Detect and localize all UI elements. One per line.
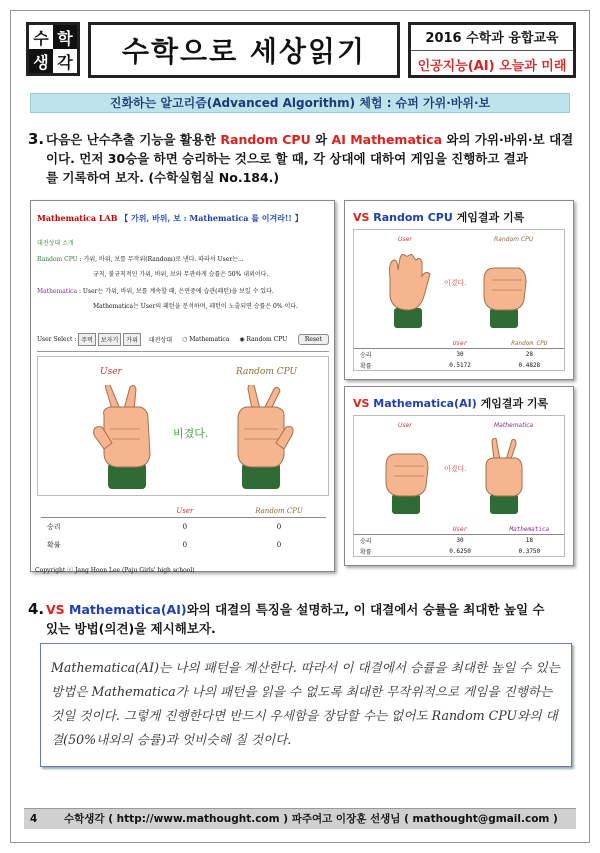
question-highlight: VS [46, 602, 65, 617]
user-select-bar [37, 333, 329, 346]
radio-label: Random CPU [246, 336, 288, 343]
panel-vs: VS [353, 397, 370, 410]
user-heading: User [398, 236, 412, 243]
lab-label: Random CPU [37, 256, 78, 263]
lab-mathematica-desc [31, 279, 334, 311]
table-header: Mathematica [509, 525, 550, 533]
logo-char: 각 [53, 49, 77, 73]
peace-sign-hand-icon [90, 385, 162, 489]
header-course: 2016 수학과 융합교육 [411, 27, 573, 51]
peace-sign-hand-icon [478, 438, 530, 514]
game-result: 비겼다. [173, 427, 209, 440]
question-text: 이다. 먼저 30승을 하면 승리하는 것으로 할 때, 각 상대에 대하여 게임을 진행하고 결과 [46, 151, 528, 166]
table-header: User [452, 525, 468, 533]
panel-opponent: Mathematica(AI) [373, 397, 477, 410]
table-cell: 0 [276, 541, 282, 549]
lab-intro: 대전상대 소개 [37, 240, 74, 247]
panel-suffix: 게임결과 기록 [456, 211, 525, 224]
table-cell: 30 [456, 537, 464, 544]
user-select-label: User Select : [37, 336, 77, 343]
table-row [354, 349, 564, 360]
table-header-row [354, 524, 564, 535]
cpu-heading: Random CPU [494, 236, 534, 243]
table-cell: 0.5172 [449, 362, 471, 369]
question-highlight: Mathematica(AI) [69, 602, 187, 617]
table-cell: 0.3750 [518, 548, 541, 555]
page-header [26, 22, 576, 78]
header-topic: 인공지능(AI) 오늘과 미래 [417, 58, 567, 74]
lab-label: Mathematica [37, 288, 78, 295]
answer-box: Mathematica(AI)는 나의 패턴을 계산한다. 따라서 이 대결에서 승률을 최대한 높일 수 있는 방법은 Mathematica가 나의 패턴을 읽을 수 없도록 최대한 무작위적으로 게임을 진행하는 것일 것이다. 그렇게 진행한다면 반드시 우세함을 장담할 수는 없어도 Random CPU와의 대결(50%내외의 승률)과 엇비슷해 질 것이다. [40, 643, 572, 767]
score-table [354, 338, 564, 371]
lab-desc-text: : 가위, 바위, 보를 무작위(Random)로 낸다. 따라서 User는... [77, 256, 244, 263]
table-row [354, 360, 564, 371]
panel-game-area [353, 415, 565, 557]
table-row [354, 546, 564, 557]
panel-opponent: Random CPU [373, 211, 453, 224]
question-text: 와 [310, 132, 332, 147]
question-3 [28, 130, 578, 187]
logo [26, 22, 80, 76]
mathematica-lab-panel [30, 200, 335, 572]
question-text: 와의 가위·바위·보 대결 [442, 132, 574, 147]
game-result: 이겼다. [444, 279, 467, 287]
user-heading: User [100, 367, 122, 377]
logo-char: 수 [29, 25, 53, 49]
cpu-heading: Mathematica [494, 422, 534, 429]
table-cell: 0.6250 [449, 548, 471, 555]
header-side-box [408, 22, 576, 78]
panel-title [345, 387, 573, 411]
logo-char: 생 [29, 49, 53, 73]
table-cell: 0 [182, 541, 188, 549]
panel-suffix: 게임결과 기록 [480, 397, 549, 410]
lab-desc-text: 규칙, 불규칙적인 가위, 바위, 보와 무관하게 승률은 50% 내외이다. [93, 271, 269, 278]
table-header-row [41, 504, 326, 518]
lab-title-name: Mathematica LAB [37, 213, 118, 223]
score-table [41, 504, 326, 554]
panel-game-area [353, 229, 565, 371]
question-number: 3. [28, 130, 45, 148]
lab-desc-text: : User는 가위, 바위, 보를 계속할 때, 은연중에 습관(패턴)을 보일 수 있다. [77, 288, 274, 295]
table-cell: 30 [456, 351, 464, 358]
table-cell: 확률 [360, 549, 372, 556]
table-cell: 0 [276, 523, 282, 531]
question-number: 4. [28, 600, 45, 618]
divider [37, 351, 329, 352]
table-cell: 승리 [360, 538, 372, 545]
panel-title [345, 201, 573, 225]
page-footer [24, 808, 576, 829]
footer-text: 수학생각 ( http://www.mathought.com ) 파주여고 이장훈 선생님 ( mathought@gmail.com ) [64, 813, 558, 825]
table-header-row [354, 338, 564, 349]
game-area [37, 356, 329, 496]
lab-random-desc [31, 247, 334, 279]
reset-button[interactable]: Reset [298, 334, 329, 345]
question-highlight: AI Mathematica [331, 132, 442, 147]
table-header: User [452, 339, 468, 347]
logo-char: 학 [53, 25, 77, 49]
table-header: User [176, 506, 194, 515]
game-result: 이겼다. [444, 465, 467, 473]
table-header: Random CPU [255, 506, 303, 515]
scissors-button[interactable]: 가위 [123, 333, 141, 346]
question-highlight: Random CPU [220, 132, 311, 147]
open-hand-icon [382, 252, 434, 328]
opponent-label: 대전상대 [148, 337, 173, 344]
score-table [354, 524, 564, 557]
lab-title [31, 201, 334, 224]
table-row [354, 535, 564, 546]
table-cell: 28 [525, 351, 533, 358]
table-cell: 확률 [360, 363, 372, 370]
question-text: 와의 대결의 특징을 설명하고, 이 대결에서 승률을 최대한 높일 수 [186, 602, 545, 617]
lab-desc-text: Mathematica는 User의 패턴을 분석하며, 패턴이 노출되면 승률은 0% 이다. [93, 303, 298, 310]
question-text: 있는 방법(의견)을 제시해보자. [46, 621, 216, 636]
user-heading: User [398, 422, 412, 429]
radio-mathematica[interactable]: ○ Mathematica [182, 336, 230, 343]
random-cpu-result-panel [344, 200, 574, 380]
cpu-heading: Random CPU [236, 367, 298, 377]
table-header: Random CPU [511, 339, 548, 347]
table-row [41, 536, 326, 554]
table-cell: 확률 [47, 541, 61, 549]
page-title: 수학으로 세상읽기 [88, 22, 400, 78]
question-text: 를 기록하여 보자. (수학실험실 No.184.) [46, 170, 280, 185]
fist-icon [380, 446, 432, 514]
rock-button[interactable]: 주먹 [78, 333, 96, 346]
section-banner: 진화하는 알고리즘(Advanced Algorithm) 체험 : 슈퍼 가위·바위·보 [30, 93, 570, 113]
panel-vs: VS [353, 211, 370, 224]
table-cell: 승리 [47, 523, 61, 531]
radio-random-cpu[interactable]: ◉ Random CPU [239, 336, 288, 343]
page-number: 4 [30, 813, 38, 825]
copyright: Copyright ⓒ Jang Hoon Lee (Paju Girls' high school) [35, 567, 195, 574]
question-4 [28, 600, 578, 638]
lab-title-subtitle: 【 가위, 바위, 보 : Mathematica 를 이겨라!! 】 [120, 213, 303, 223]
table-row [41, 518, 326, 536]
table-cell: 0.4828 [518, 362, 541, 369]
table-cell: 18 [525, 537, 533, 544]
paper-button[interactable]: 보자기 [98, 333, 121, 346]
peace-sign-hand-icon [226, 385, 298, 489]
mathematica-result-panel [344, 386, 574, 566]
question-text: 다음은 난수추출 기능을 활용한 [46, 132, 221, 147]
table-cell: 0 [182, 523, 188, 531]
table-cell: 승리 [360, 352, 372, 359]
fist-icon [478, 260, 530, 328]
radio-label: Mathematica [189, 336, 230, 343]
